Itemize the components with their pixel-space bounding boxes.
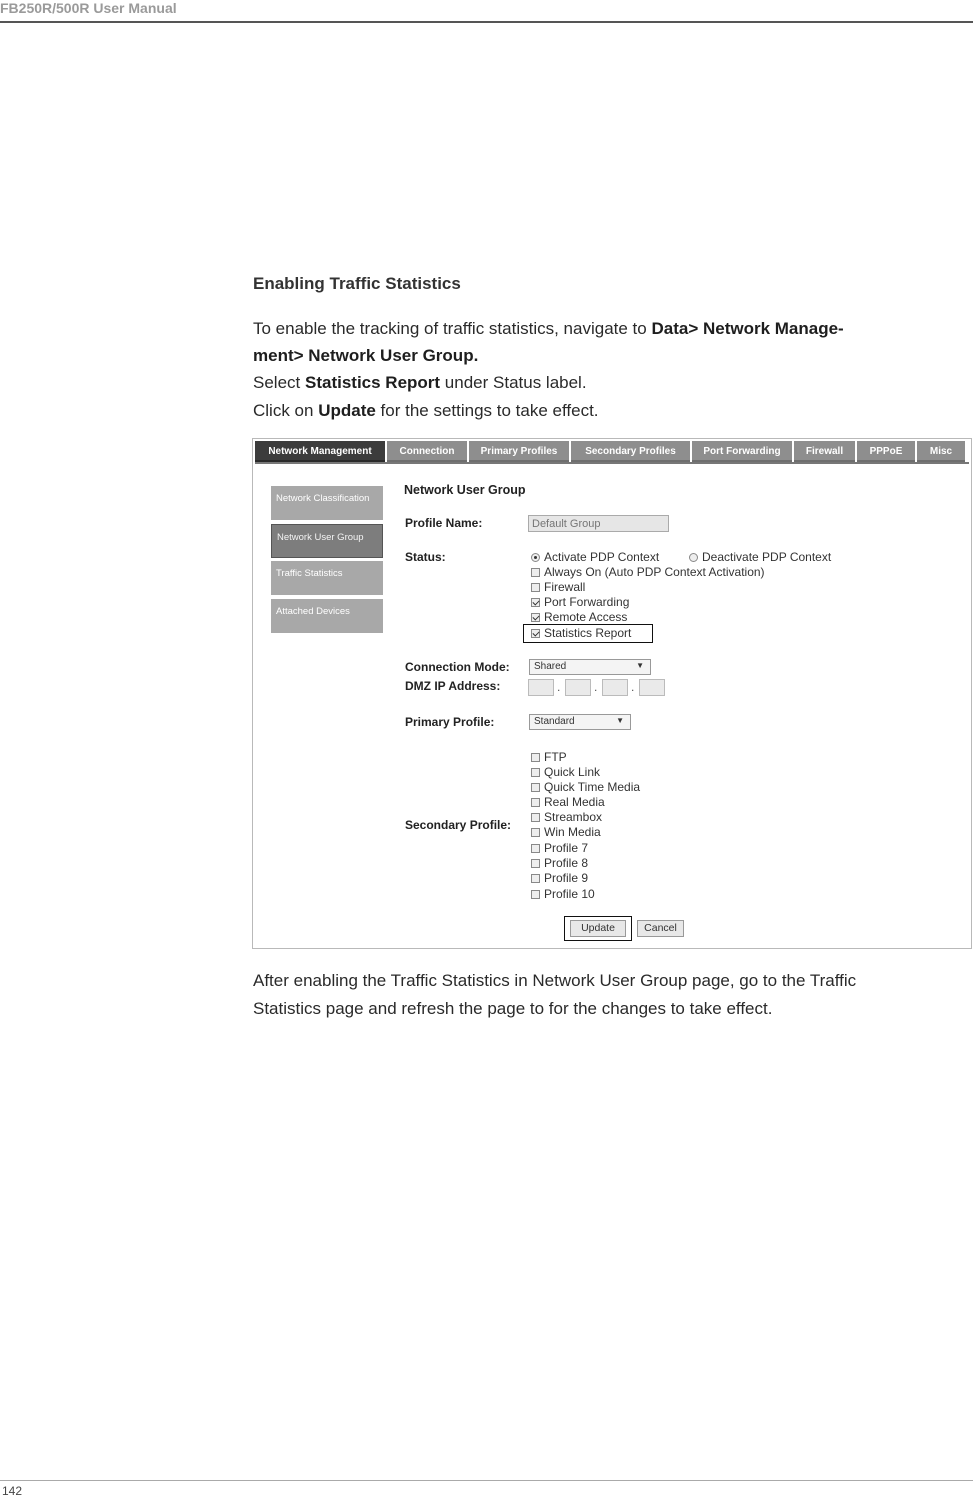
profile-10-label: Profile 10 xyxy=(544,887,595,901)
profile-8-checkbox[interactable] xyxy=(531,859,540,868)
remote-access-label: Remote Access xyxy=(544,610,628,624)
running-header: FB250R/500R User Manual xyxy=(0,0,177,16)
primary-profile-label: Primary Profile: xyxy=(405,715,495,729)
header-rule xyxy=(0,21,973,23)
secondary-option-win-media[interactable] xyxy=(531,825,601,839)
deactivate-pdp-radio[interactable] xyxy=(689,553,698,562)
profile-7-label: Profile 7 xyxy=(544,841,589,855)
quick-link-checkbox[interactable] xyxy=(531,768,540,777)
secondary-option-streambox[interactable] xyxy=(531,810,602,824)
form-heading: Network User Group xyxy=(404,483,526,497)
win-media-checkbox[interactable] xyxy=(531,828,540,837)
ip-dot-separator: . xyxy=(557,680,561,694)
network-user-group-screenshot xyxy=(252,438,972,949)
remote-access-option[interactable] xyxy=(531,610,627,624)
tab-secondary-profiles[interactable]: Secondary Profiles xyxy=(571,441,690,462)
activate-pdp-radio[interactable] xyxy=(531,553,540,562)
secondary-option-quick-time-media[interactable] xyxy=(531,780,640,794)
quick-time-media-checkbox[interactable] xyxy=(531,783,540,792)
footer-rule xyxy=(0,1480,973,1481)
dmz-ip-octet-2[interactable] xyxy=(565,679,591,696)
cancel-button[interactable]: Cancel xyxy=(637,920,684,937)
tab-misc[interactable]: Misc xyxy=(917,441,965,462)
nav-path-b: ment> Network User Group. xyxy=(253,346,479,365)
profile-7-checkbox[interactable] xyxy=(531,844,540,853)
tab-pppoe[interactable]: PPPoE xyxy=(857,441,915,462)
profile-8-label: Profile 8 xyxy=(544,856,589,870)
select-text-a: Select xyxy=(253,373,305,392)
select-text-b: under Status label. xyxy=(440,373,587,392)
win-media-label: Win Media xyxy=(544,825,601,839)
statistics-report-highlight xyxy=(523,624,653,643)
secondary-option-profile-8[interactable] xyxy=(531,856,588,870)
profile-9-checkbox[interactable] xyxy=(531,874,540,883)
select-instruction xyxy=(253,369,587,396)
dmz-ip-label: DMZ IP Address: xyxy=(405,679,501,693)
connection-mode-label: Connection Mode: xyxy=(405,660,510,674)
secondary-profile-label: Secondary Profile: xyxy=(405,818,512,832)
page-number: 142 xyxy=(2,1484,23,1498)
always-on-checkbox[interactable] xyxy=(531,568,540,577)
port-forwarding-option[interactable] xyxy=(531,595,629,609)
primary-profile-value: Standard xyxy=(534,716,575,727)
update-bold: Update xyxy=(318,401,376,420)
update-text-a: Click on xyxy=(253,401,319,420)
secondary-option-quick-link[interactable] xyxy=(531,765,600,779)
secondary-option-real-media[interactable] xyxy=(531,795,605,809)
dmz-ip-octet-4[interactable] xyxy=(639,679,665,696)
update-button[interactable]: Update xyxy=(570,920,626,937)
main-tabs xyxy=(255,441,969,462)
tab-primary-profiles[interactable]: Primary Profiles xyxy=(469,441,569,462)
real-media-checkbox[interactable] xyxy=(531,798,540,807)
always-on-label: Always On (Auto PDP Context Activation) xyxy=(544,565,765,579)
chevron-down-icon: ▼ xyxy=(616,716,624,725)
intro-paragraph-line1 xyxy=(253,315,844,342)
sidebar-item-attached-devices[interactable]: Attached Devices xyxy=(271,599,383,633)
select-bold: Statistics Report xyxy=(304,373,441,392)
streambox-checkbox[interactable] xyxy=(531,813,540,822)
firewall-option[interactable] xyxy=(531,580,585,594)
dmz-ip-octet-1[interactable] xyxy=(528,679,554,696)
ip-dot-separator: . xyxy=(631,680,635,694)
secondary-option-profile-9[interactable] xyxy=(531,871,588,885)
secondary-option-profile-10[interactable] xyxy=(531,887,595,901)
activate-pdp-label: Activate PDP Context xyxy=(544,550,660,564)
tab-connection[interactable]: Connection xyxy=(387,441,467,462)
tab-firewall[interactable]: Firewall xyxy=(794,441,855,462)
profile-9-label: Profile 9 xyxy=(544,871,589,885)
after-note-line2: Statistics page and refresh the page to for the changes to take effect. xyxy=(253,999,773,1018)
ftp-checkbox[interactable] xyxy=(531,753,540,762)
sidebar-item-network-classification[interactable]: Network Classification xyxy=(271,486,383,520)
intro-text: To enable the tracking of traffic statistics, navigate to xyxy=(253,319,652,338)
profile-10-checkbox[interactable] xyxy=(531,890,540,899)
update-text-b: for the settings to take effect. xyxy=(375,401,599,420)
sidebar-item-traffic-statistics[interactable]: Traffic Statistics xyxy=(271,561,383,595)
port-forwarding-label: Port Forwarding xyxy=(544,595,630,609)
after-note-line1: After enabling the Traffic Statistics in Network User Group page, go to the Traffic xyxy=(253,971,857,990)
ip-dot-separator: . xyxy=(594,680,598,694)
streambox-label: Streambox xyxy=(544,810,603,824)
nav-path-a: Data> Network Manage- xyxy=(651,319,844,338)
remote-access-checkbox[interactable] xyxy=(531,613,540,622)
sidebar-item-network-user-group[interactable]: Network User Group xyxy=(271,524,383,558)
dmz-ip-octet-3[interactable] xyxy=(602,679,628,696)
quick-time-media-label: Quick Time Media xyxy=(544,780,641,794)
deactivate-pdp-label: Deactivate PDP Context xyxy=(702,550,832,564)
activate-pdp-option[interactable] xyxy=(531,550,659,564)
profile-name-input[interactable] xyxy=(528,515,669,532)
intro-paragraph-line2 xyxy=(253,342,478,369)
status-label: Status: xyxy=(405,550,446,564)
quick-link-label: Quick Link xyxy=(544,765,601,779)
tab-underline xyxy=(255,462,969,464)
deactivate-pdp-option[interactable] xyxy=(689,550,831,564)
always-on-option[interactable] xyxy=(531,565,765,579)
tab-network-management[interactable]: Network Management xyxy=(255,441,385,462)
firewall-label: Firewall xyxy=(544,580,586,594)
firewall-checkbox[interactable] xyxy=(531,583,540,592)
connection-mode-select[interactable] xyxy=(529,659,651,675)
tab-port-forwarding[interactable]: Port Forwarding xyxy=(692,441,792,462)
primary-profile-select[interactable] xyxy=(529,714,631,730)
port-forwarding-checkbox[interactable] xyxy=(531,598,540,607)
ftp-label: FTP xyxy=(544,750,567,764)
connection-mode-value: Shared xyxy=(534,661,567,672)
real-media-label: Real Media xyxy=(544,795,605,809)
statistics-report-label: Statistics Report xyxy=(544,626,632,640)
profile-name-label: Profile Name: xyxy=(405,516,483,530)
update-instruction xyxy=(253,397,599,424)
secondary-option-ftp[interactable] xyxy=(531,750,567,764)
section-title: Enabling Traffic Statistics xyxy=(253,274,461,293)
chevron-down-icon: ▼ xyxy=(636,661,644,670)
secondary-option-profile-7[interactable] xyxy=(531,841,588,855)
